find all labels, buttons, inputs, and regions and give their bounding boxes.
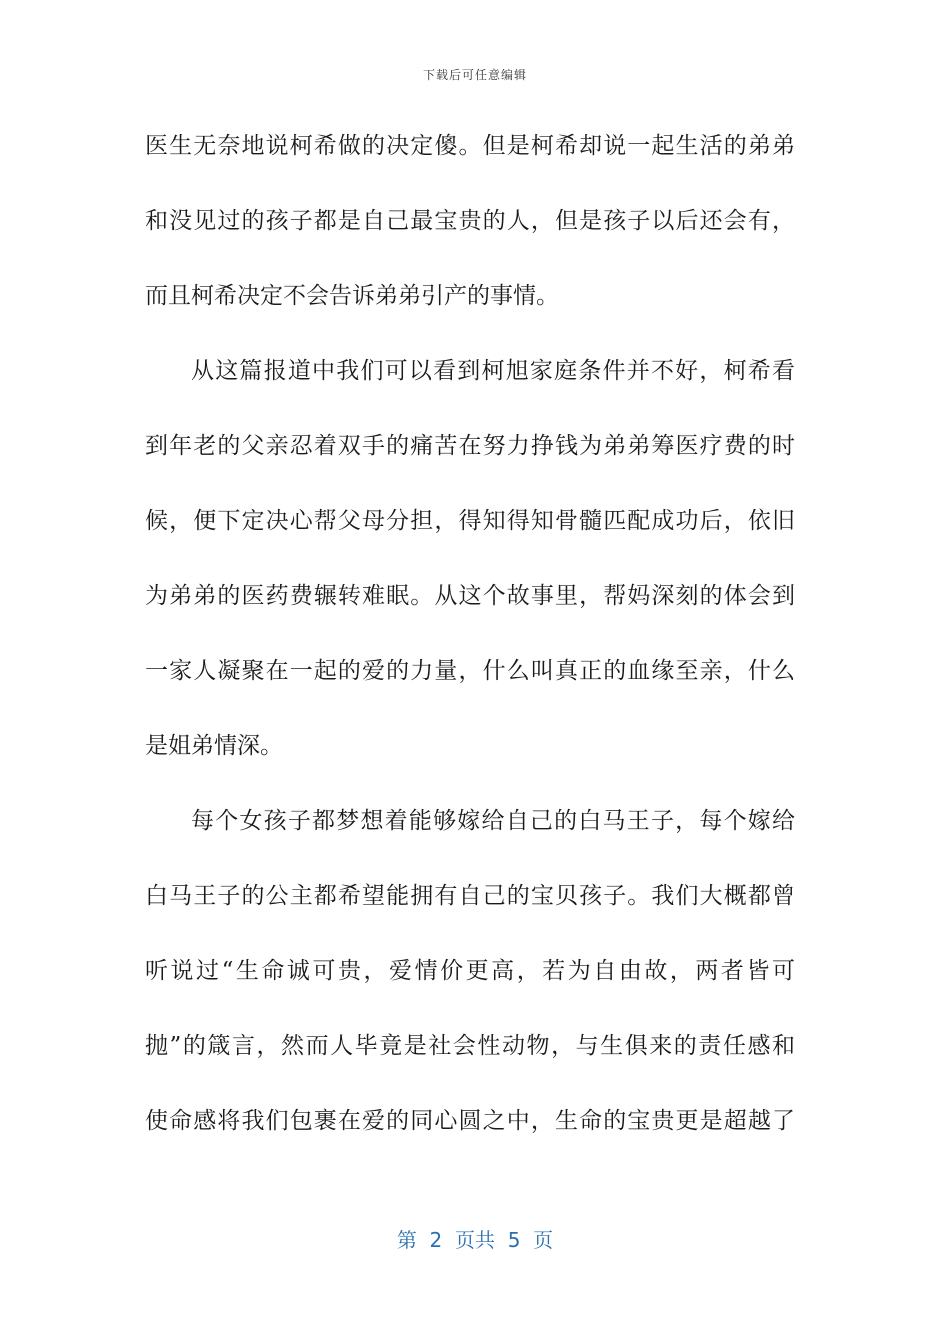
text-line: 一家人凝聚在一起的爱的力量，什么叫真正的血缘至亲，什么: [145, 658, 795, 684]
text-line: 每个女孩子都梦想着能够嫁给自己的白马王子，每个嫁给: [191, 808, 795, 834]
text-line: 抛”的箴言，然而人毕竟是社会性动物，与生俱来的责任感和: [145, 1033, 795, 1059]
text-line: 听说过“生命诚可贵，爱情价更高，若为自由故，两者皆可: [145, 958, 795, 984]
text-line: 为弟弟的医药费辗转难眠。从这个故事里，帮妈深刻的体会到: [145, 583, 795, 609]
text-line: 是姐弟情深。: [145, 733, 283, 759]
text-line: 和没见过的孩子都是自己最宝贵的人，但是孩子以后还会有，: [145, 208, 795, 234]
text-line: 白马王子的公主都希望能拥有自己的宝贝孩子。我们大概都曾: [145, 883, 795, 909]
page-header-note: 下载后可任意编辑: [422, 68, 527, 82]
document-body: [145, 122, 795, 1172]
text-line: 从这篇报道中我们可以看到柯旭家庭条件并不好，柯希看: [191, 358, 795, 384]
text-line: 医生无奈地说柯希做的决定傻。但是柯希却说一起生活的弟弟: [145, 133, 795, 159]
page-number-footer: 第 2 页共 5 页: [396, 1228, 554, 1252]
text-line: 而且柯希决定不会告诉弟弟引产的事情。: [145, 283, 559, 309]
text-line: 到年老的父亲忍着双手的痛苦在努力挣钱为弟弟筹医疗费的时: [145, 433, 795, 459]
text-line: 候，便下定决心帮父母分担，得知得知骨髓匹配成功后，依旧: [145, 508, 795, 534]
text-line: 使命感将我们包裹在爱的同心圆之中，生命的宝贵更是超越了: [145, 1108, 795, 1134]
